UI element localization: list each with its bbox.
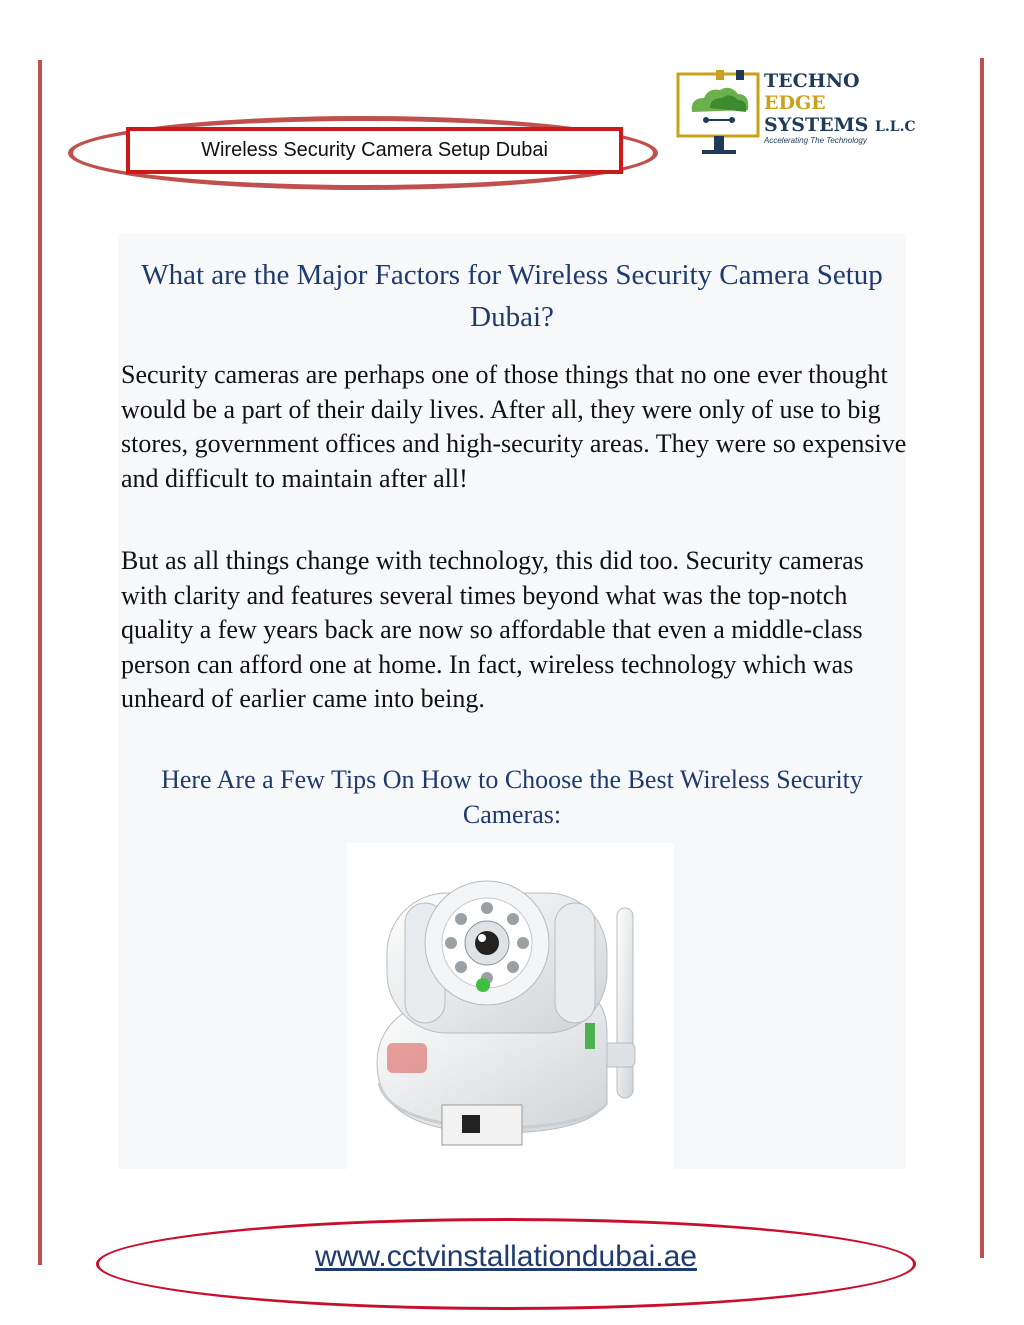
left-border-line — [38, 60, 42, 1265]
camera-image-frame — [347, 843, 674, 1169]
security-camera-icon — [347, 843, 674, 1169]
article-paragraph-1: Security cameras are perhaps one of those things that no one ever thought would be a part of their daily lives. After all, they were only of use to big stores, government offices and high-security areas. They were so expensive and difficult to maintain after all! — [121, 360, 907, 493]
logo-line-techno: TECHNO — [764, 70, 860, 92]
right-border-line — [980, 58, 984, 1258]
website-link[interactable]: www.cctvinstallationdubai.ae — [315, 1240, 697, 1273]
article-subheading: Here Are a Few Tips On How to Choose the Best Wireless Security Cameras: — [161, 765, 863, 829]
logo-line-systems: SYSTEMS — [764, 114, 869, 136]
logo-tagline: Accelerating The Technology — [764, 136, 867, 145]
logo-line-edge: EDGE — [764, 92, 826, 114]
logo-suffix: L.L.C — [875, 119, 916, 135]
logo-wordmark — [764, 70, 916, 138]
page-title: What are the Major Factors for Wireless Security Camera Setup Dubai? — [141, 259, 883, 333]
article-paragraph-2: But as all things change with technology, this did too. Security cameras with clarity and features several times beyond what was the top-notch quality a few years back are now so affordable that even a middle-class person can afford one at home. In fact, wireless technology which was unheard of earlier came into being. — [121, 546, 864, 713]
header-badge: Wireless Security Camera Setup Dubai — [126, 127, 623, 174]
